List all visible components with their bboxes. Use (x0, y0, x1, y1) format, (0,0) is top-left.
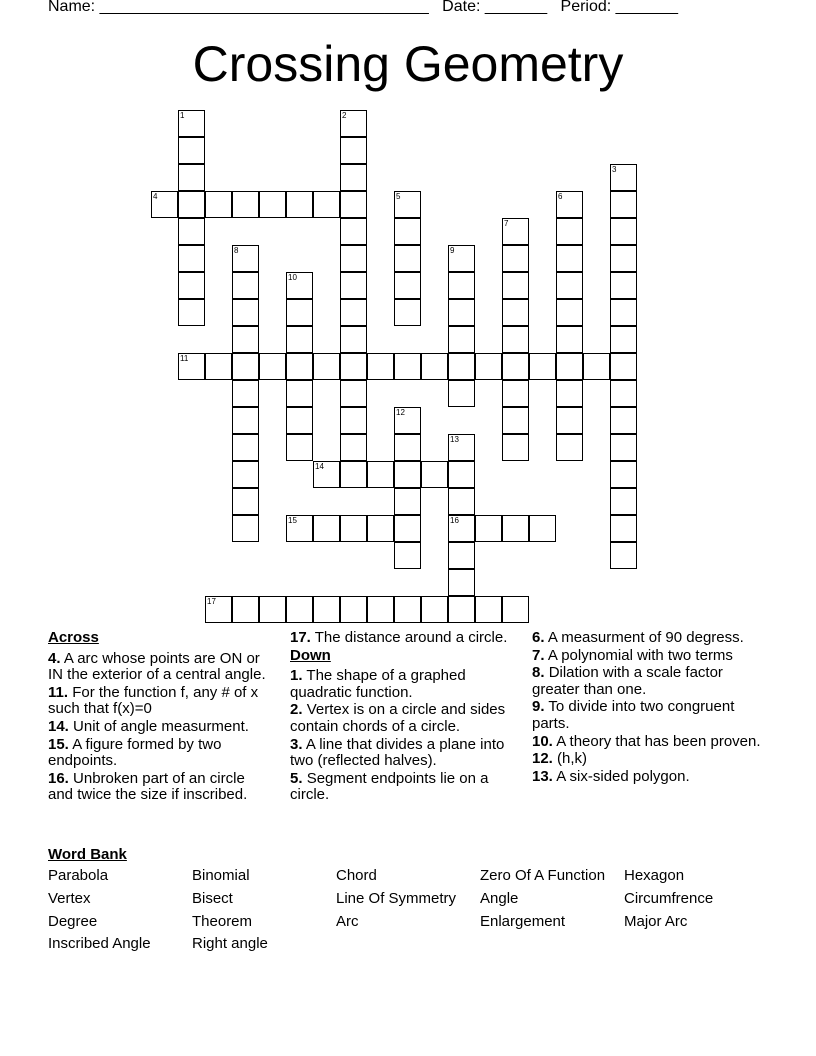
down-clue (290, 702, 522, 735)
word-bank-item: Right angle (192, 935, 268, 952)
grid-cell[interactable] (205, 596, 232, 623)
clue-number: 11. (48, 683, 69, 701)
clue-number: 1. (290, 667, 303, 685)
clue-number: 17. (290, 629, 311, 646)
word-bank-item: Chord (336, 867, 377, 884)
across-clue (48, 719, 273, 736)
word-bank-item: Binomial (192, 867, 250, 884)
clue-number: 14. (48, 717, 69, 735)
clue-text: Vertex is on a circle and sides contain chords of a circle. (290, 701, 506, 735)
clue-number: 11 (180, 354, 189, 363)
grid-cell[interactable] (151, 191, 178, 218)
down-clue (290, 771, 522, 804)
grid-cell[interactable] (394, 218, 421, 245)
grid-cell[interactable] (556, 272, 583, 299)
grid-cell[interactable] (610, 542, 637, 569)
clue-text: Segment endpoints lie on a circle. (290, 769, 489, 804)
clue-number: 9. (532, 698, 545, 716)
grid-cell[interactable] (286, 380, 313, 407)
student-info-line (48, 0, 678, 16)
word-bank-heading: Word Bank (48, 846, 127, 863)
grid-cell[interactable] (205, 353, 232, 380)
clue-text: The shape of a graphed quadratic function. (290, 667, 466, 701)
grid-cell[interactable] (610, 272, 637, 299)
clue-number: 14 (315, 462, 324, 471)
grid-cell[interactable] (448, 353, 475, 380)
grid-cell[interactable] (178, 137, 205, 164)
grid-cell[interactable] (286, 191, 313, 218)
down-clue (290, 737, 522, 770)
name-blank[interactable]: _____________________________________ (99, 0, 429, 15)
grid-cell[interactable] (232, 434, 259, 461)
grid-cell[interactable] (313, 515, 340, 542)
clue-number: 4. (48, 649, 61, 667)
word-bank-item: Zero Of A Function (480, 867, 606, 884)
grid-cell[interactable] (502, 434, 529, 461)
grid-cell[interactable] (178, 191, 205, 218)
clue-number: 12. (532, 750, 553, 768)
word-bank-item: Arc (336, 913, 359, 930)
grid-cell[interactable] (448, 488, 475, 515)
clue-number: 16 (450, 516, 459, 525)
word-bank-item: Bisect (192, 890, 233, 907)
clue-text: The distance around a circle. (314, 629, 508, 646)
grid-cell[interactable] (502, 596, 529, 623)
clue-number: 3 (612, 165, 617, 174)
grid-cell[interactable] (340, 434, 367, 461)
grid-cell[interactable] (367, 596, 394, 623)
grid-cell[interactable] (313, 461, 340, 488)
clue-number: 7. (532, 646, 545, 664)
grid-cell[interactable] (178, 245, 205, 272)
grid-cell[interactable] (610, 326, 637, 353)
grid-cell[interactable] (232, 515, 259, 542)
down-clue (532, 665, 772, 698)
grid-cell[interactable] (394, 488, 421, 515)
grid-cell[interactable] (394, 407, 421, 434)
down-clue (532, 734, 772, 751)
clue-text: A measurment of 90 degress. (547, 629, 744, 646)
grid-cell[interactable] (340, 380, 367, 407)
grid-cell[interactable] (475, 515, 502, 542)
across-clue (48, 651, 273, 684)
grid-cell[interactable] (232, 380, 259, 407)
grid-cell[interactable] (529, 353, 556, 380)
grid-cell[interactable] (610, 245, 637, 272)
grid-cell[interactable] (475, 353, 502, 380)
grid-cell[interactable] (232, 245, 259, 272)
grid-cell[interactable] (205, 191, 232, 218)
word-bank-item: Major Arc (624, 913, 688, 930)
grid-cell[interactable] (556, 245, 583, 272)
clue-text: A figure formed by two endpoints. (48, 735, 222, 770)
grid-cell[interactable] (610, 218, 637, 245)
word-bank-item: Degree (48, 913, 98, 930)
word-bank-item: Line Of Symmetry (336, 890, 457, 907)
grid-cell[interactable] (340, 218, 367, 245)
clue-number: 13. (532, 767, 553, 785)
down-clue (532, 630, 772, 647)
word-bank-item: Inscribed Angle (48, 935, 151, 952)
grid-cell[interactable] (556, 218, 583, 245)
grid-cell[interactable] (448, 596, 475, 623)
word-bank-item: Vertex (48, 890, 91, 907)
clue-number: 6. (532, 629, 545, 646)
grid-cell[interactable] (394, 272, 421, 299)
clue-text: Unbroken part of an circle and twice the size if inscribed. (48, 769, 248, 804)
grid-cell[interactable] (394, 596, 421, 623)
grid-cell[interactable] (340, 461, 367, 488)
grid-cell[interactable] (448, 272, 475, 299)
grid-cell[interactable] (286, 299, 313, 326)
grid-cell[interactable] (502, 353, 529, 380)
clue-number: 5 (396, 192, 401, 201)
grid-cell[interactable] (340, 110, 367, 137)
clue-number: 15. (48, 735, 69, 753)
grid-cell[interactable] (610, 299, 637, 326)
clue-number: 5. (290, 769, 303, 787)
clue-number: 3. (290, 735, 303, 753)
grid-cell[interactable] (178, 299, 205, 326)
grid-cell[interactable] (367, 353, 394, 380)
grid-cell[interactable] (475, 596, 502, 623)
clue-number: 15 (288, 516, 297, 525)
grid-cell[interactable] (313, 596, 340, 623)
grid-cell[interactable] (529, 515, 556, 542)
down-heading: Down (290, 646, 331, 664)
across-heading: Across (48, 629, 99, 646)
grid-cell[interactable] (502, 218, 529, 245)
grid-cell[interactable] (610, 488, 637, 515)
clue-number: 16. (48, 769, 69, 787)
grid-cell[interactable] (448, 299, 475, 326)
grid-cell[interactable] (502, 515, 529, 542)
grid-cell[interactable] (421, 353, 448, 380)
grid-cell[interactable] (313, 191, 340, 218)
grid-cell[interactable] (448, 326, 475, 353)
clue-text: A arc whose points are ON or IN the exterior of a central angle. (48, 649, 266, 684)
grid-cell[interactable] (367, 461, 394, 488)
clue-number: 8 (234, 246, 239, 255)
grid-cell[interactable] (394, 542, 421, 569)
clue-text: Unit of angle measurment. (73, 717, 249, 735)
clue-text: A six-sided polygon. (556, 767, 690, 785)
grid-cell[interactable] (610, 461, 637, 488)
clue-text: A theory that has been proven. (556, 732, 761, 750)
grid-cell[interactable] (448, 461, 475, 488)
across-clue (290, 630, 522, 647)
grid-cell[interactable] (610, 407, 637, 434)
grid-cell[interactable] (502, 326, 529, 353)
grid-cell[interactable] (556, 380, 583, 407)
grid-cell[interactable] (502, 407, 529, 434)
clues-column-1 (48, 630, 273, 805)
clue-number: 10. (532, 732, 553, 750)
down-clue (532, 769, 772, 786)
period-label: Period: (560, 0, 612, 15)
grid-cell[interactable] (232, 596, 259, 623)
clues-column-2 (290, 630, 522, 805)
grid-cell[interactable] (610, 380, 637, 407)
grid-cell[interactable] (502, 272, 529, 299)
word-bank-item: Circumfrence (624, 890, 714, 907)
clue-number: 1 (180, 111, 185, 120)
clue-text: (h,k) (557, 750, 588, 768)
grid-cell[interactable] (286, 434, 313, 461)
clue-number: 9 (450, 246, 455, 255)
grid-cell[interactable] (610, 164, 637, 191)
clue-number: 4 (153, 192, 158, 201)
clue-text: A polynomial with two terms (547, 646, 733, 664)
word-bank-item: Enlargement (480, 913, 566, 930)
name-label: Name: (48, 0, 96, 15)
word-bank-item: Parabola (48, 867, 109, 884)
clue-number: 7 (504, 219, 509, 228)
grid-cell[interactable] (610, 515, 637, 542)
grid-cell[interactable] (556, 326, 583, 353)
grid-cell[interactable] (421, 596, 448, 623)
word-bank-item: Hexagon (624, 867, 685, 884)
grid-cell[interactable] (610, 434, 637, 461)
grid-cell[interactable] (556, 299, 583, 326)
clues-column-3 (532, 630, 772, 786)
clue-number: 6 (558, 192, 563, 201)
grid-cell[interactable] (340, 272, 367, 299)
grid-cell[interactable] (583, 353, 610, 380)
grid-cell[interactable] (259, 191, 286, 218)
grid-cell[interactable] (232, 488, 259, 515)
clue-text: To divide into two congruent parts. (532, 698, 735, 732)
word-bank-item: Theorem (192, 913, 253, 930)
grid-cell[interactable] (367, 515, 394, 542)
grid-cell[interactable] (286, 596, 313, 623)
clue-number: 2 (342, 111, 347, 120)
grid-cell[interactable] (232, 326, 259, 353)
grid-cell[interactable] (232, 461, 259, 488)
grid-cell[interactable] (340, 191, 367, 218)
grid-cell[interactable] (448, 245, 475, 272)
grid-cell[interactable] (556, 191, 583, 218)
across-clue (48, 771, 273, 804)
grid-cell[interactable] (259, 353, 286, 380)
grid-cell[interactable] (502, 380, 529, 407)
across-clue (48, 685, 273, 718)
grid-cell[interactable] (556, 407, 583, 434)
grid-cell[interactable] (421, 461, 448, 488)
date-blank[interactable]: _______ (484, 0, 548, 15)
grid-cell[interactable] (394, 434, 421, 461)
down-clue (532, 751, 772, 768)
grid-cell[interactable] (340, 407, 367, 434)
grid-cell[interactable] (610, 353, 637, 380)
down-clue (532, 648, 772, 665)
grid-cell[interactable] (340, 353, 367, 380)
grid-cell[interactable] (286, 515, 313, 542)
grid-cell[interactable] (340, 596, 367, 623)
grid-cell[interactable] (286, 353, 313, 380)
grid-cell[interactable] (394, 191, 421, 218)
grid-cell[interactable] (448, 542, 475, 569)
grid-cell[interactable] (448, 569, 475, 596)
grid-cell[interactable] (340, 164, 367, 191)
page-title: Crossing Geometry (192, 36, 624, 92)
grid-cell[interactable] (502, 299, 529, 326)
grid-cell[interactable] (610, 191, 637, 218)
grid-cell[interactable] (178, 110, 205, 137)
grid-cell[interactable] (502, 245, 529, 272)
grid-cell[interactable] (232, 299, 259, 326)
grid-cell[interactable] (286, 407, 313, 434)
down-clue (532, 699, 772, 732)
clue-number: 12 (396, 408, 405, 417)
grid-cell[interactable] (178, 164, 205, 191)
grid-cell[interactable] (232, 191, 259, 218)
grid-cell[interactable] (556, 353, 583, 380)
grid-cell[interactable] (394, 461, 421, 488)
clue-number: 13 (450, 435, 459, 444)
clue-number: 10 (288, 273, 297, 282)
grid-cell[interactable] (394, 245, 421, 272)
clue-number: 2. (290, 701, 303, 719)
grid-cell[interactable] (178, 353, 205, 380)
grid-cell[interactable] (448, 380, 475, 407)
grid-cell[interactable] (178, 272, 205, 299)
grid-cell[interactable] (394, 515, 421, 542)
clue-number: 8. (532, 664, 545, 682)
clue-text: Dilation with a scale factor greater than one. (532, 664, 723, 698)
grid-cell[interactable] (340, 326, 367, 353)
grid-cell[interactable] (232, 407, 259, 434)
grid-cell[interactable] (394, 353, 421, 380)
grid-cell[interactable] (340, 245, 367, 272)
clue-text: For the function f, any # of x such that f(x)=0 (48, 683, 259, 718)
grid-cell[interactable] (448, 515, 475, 542)
grid-cell[interactable] (178, 218, 205, 245)
grid-cell[interactable] (394, 299, 421, 326)
grid-cell[interactable] (556, 434, 583, 461)
grid-cell[interactable] (232, 272, 259, 299)
grid-cell[interactable] (340, 299, 367, 326)
period-blank[interactable]: _______ (615, 0, 678, 15)
across-clue (48, 737, 273, 770)
clue-text: A line that divides a plane into two (reflected halves). (290, 735, 505, 770)
down-clue (290, 668, 522, 701)
clue-number: 17 (207, 597, 216, 606)
grid-cell[interactable] (286, 272, 313, 299)
date-label: Date: (442, 0, 481, 15)
grid-cell[interactable] (340, 137, 367, 164)
grid-cell[interactable] (286, 326, 313, 353)
grid-cell[interactable] (313, 353, 340, 380)
grid-cell[interactable] (259, 596, 286, 623)
grid-cell[interactable] (232, 353, 259, 380)
grid-cell[interactable] (340, 515, 367, 542)
grid-cell[interactable] (448, 434, 475, 461)
word-bank-item: Angle (480, 890, 519, 907)
